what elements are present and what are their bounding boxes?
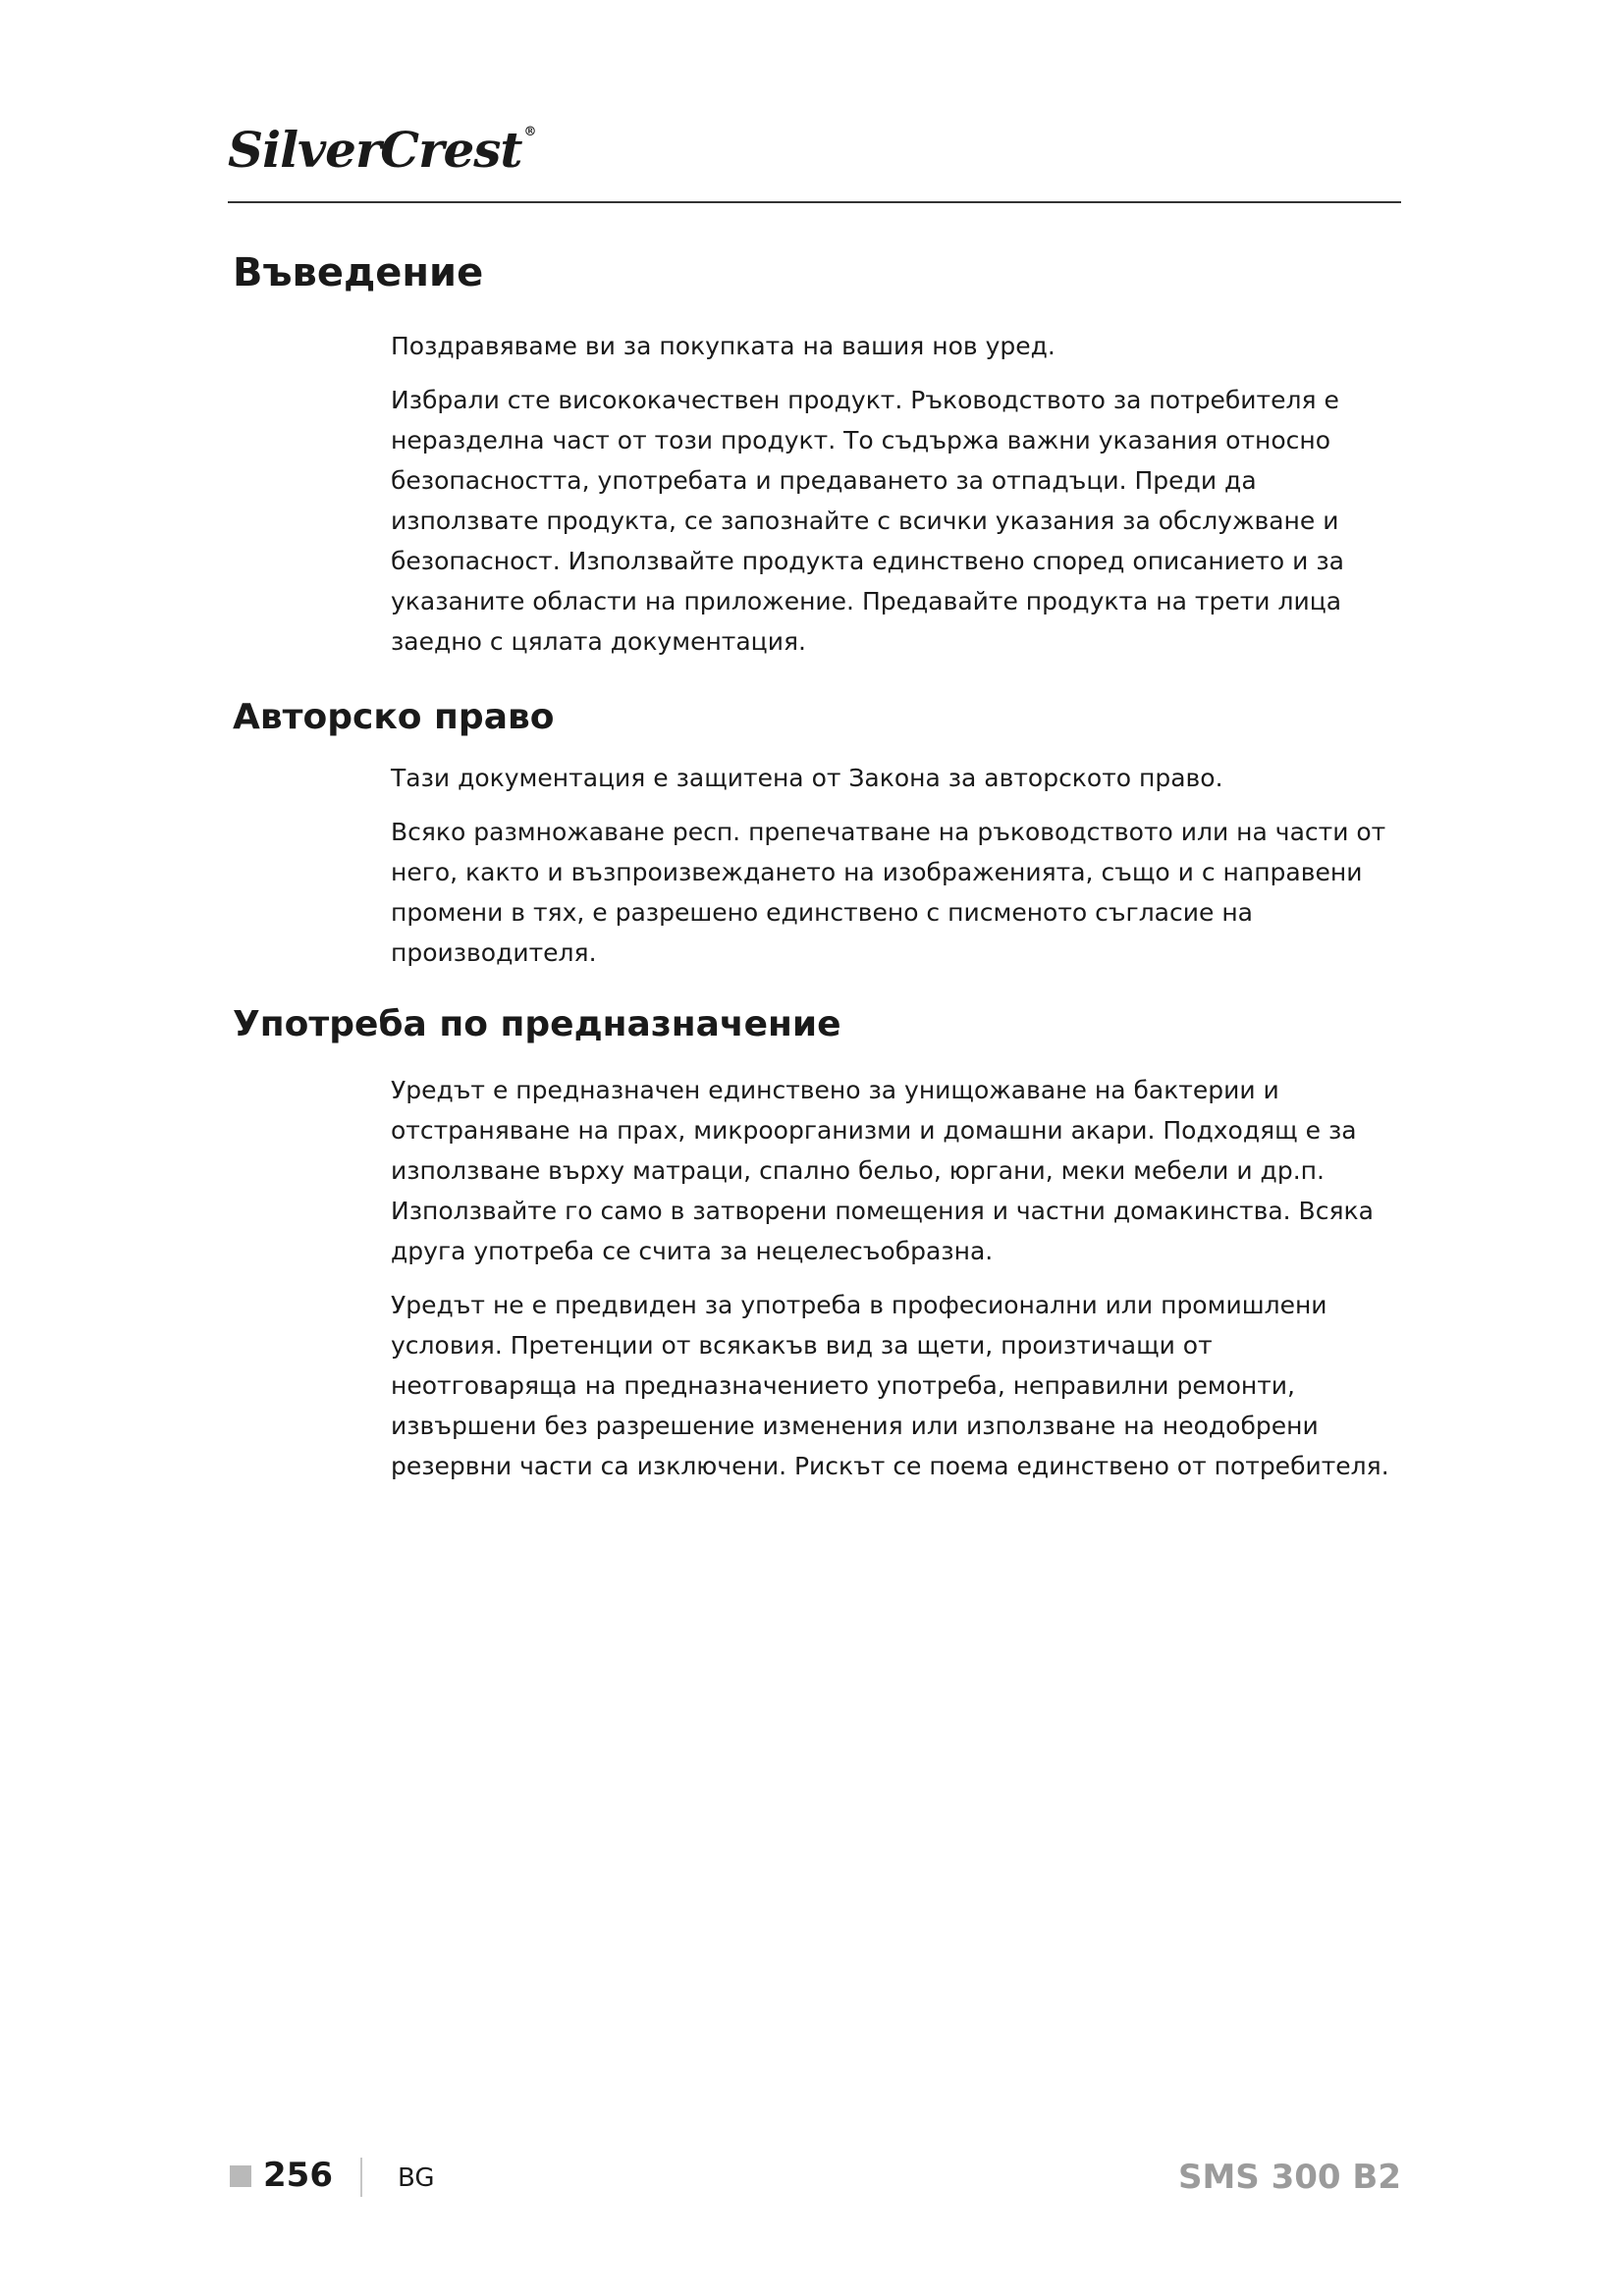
model-number: SMS 300 B2 bbox=[1177, 2158, 1401, 2197]
footer-divider bbox=[360, 2158, 362, 2197]
section-body-intended-use bbox=[391, 1070, 1402, 1500]
footer-square-marker bbox=[230, 2165, 251, 2187]
page-number: 256 bbox=[263, 2156, 333, 2195]
paragraph: Уредът е предназначен единствено за унищожаване на бактерии и отстраняване на прах, микроорганизми и домашни акари. Подходящ е за използване върху матраци, спално бельо, юргани, меки мебели и др.п. Използвайте го само в затворени помещения и частни домакинства. Всяка друга употреба се счита за нецелесъобразна. bbox=[391, 1076, 1374, 1265]
section-heading-introduction: Въведение bbox=[233, 250, 484, 295]
section-heading-copyright: Авторско право bbox=[233, 697, 555, 737]
header-rule bbox=[228, 201, 1401, 203]
section-body-introduction bbox=[391, 326, 1402, 675]
paragraph: Избрали сте висококачествен продукт. Ръководството за потребителя е неразделна част от този продукт. То съдържа важни указания относно безопасността, употребата и предаването за отпадъци. Преди да използвате продукта, се запознайте с всички указания за обслужване и безопасност. Използвайте продукта единствено според описанието и за указаните области на приложение. Предавайте продукта на трети лица заедно с цялата документация. bbox=[391, 386, 1344, 656]
paragraph: Тази документация е защитена от Закона за авторското право. bbox=[391, 764, 1223, 792]
paragraph: Поздравяваме ви за покупката на вашия нов уред. bbox=[391, 332, 1056, 360]
brand-logo bbox=[228, 121, 536, 179]
paragraph: Уредът не е предвиден за употреба в професионални или промишлени условия. Претенции от всякакъв вид за щети, произтичащи от неотговаряща на предназначението употреба, неправилни ремонти, извършени без разрешение изменения или използване на неодобрени резервни части са изключени. Рискът се поема единствено от потребителя. bbox=[391, 1291, 1389, 1480]
language-code: BG bbox=[398, 2163, 435, 2193]
section-body-copyright bbox=[391, 758, 1402, 987]
paragraph: Всяко размножаване респ. препечатване на ръководството или на части от него, както и възпроизвеждането на изображенията, също и с направени промени в тях, е разрешено единствено с писменото съгласие на производителя. bbox=[391, 818, 1386, 967]
section-heading-intended-use: Употреба по предназначение bbox=[233, 1004, 841, 1044]
registered-mark: ® bbox=[523, 125, 536, 139]
brand-logo-text: SilverCrest bbox=[228, 121, 522, 179]
